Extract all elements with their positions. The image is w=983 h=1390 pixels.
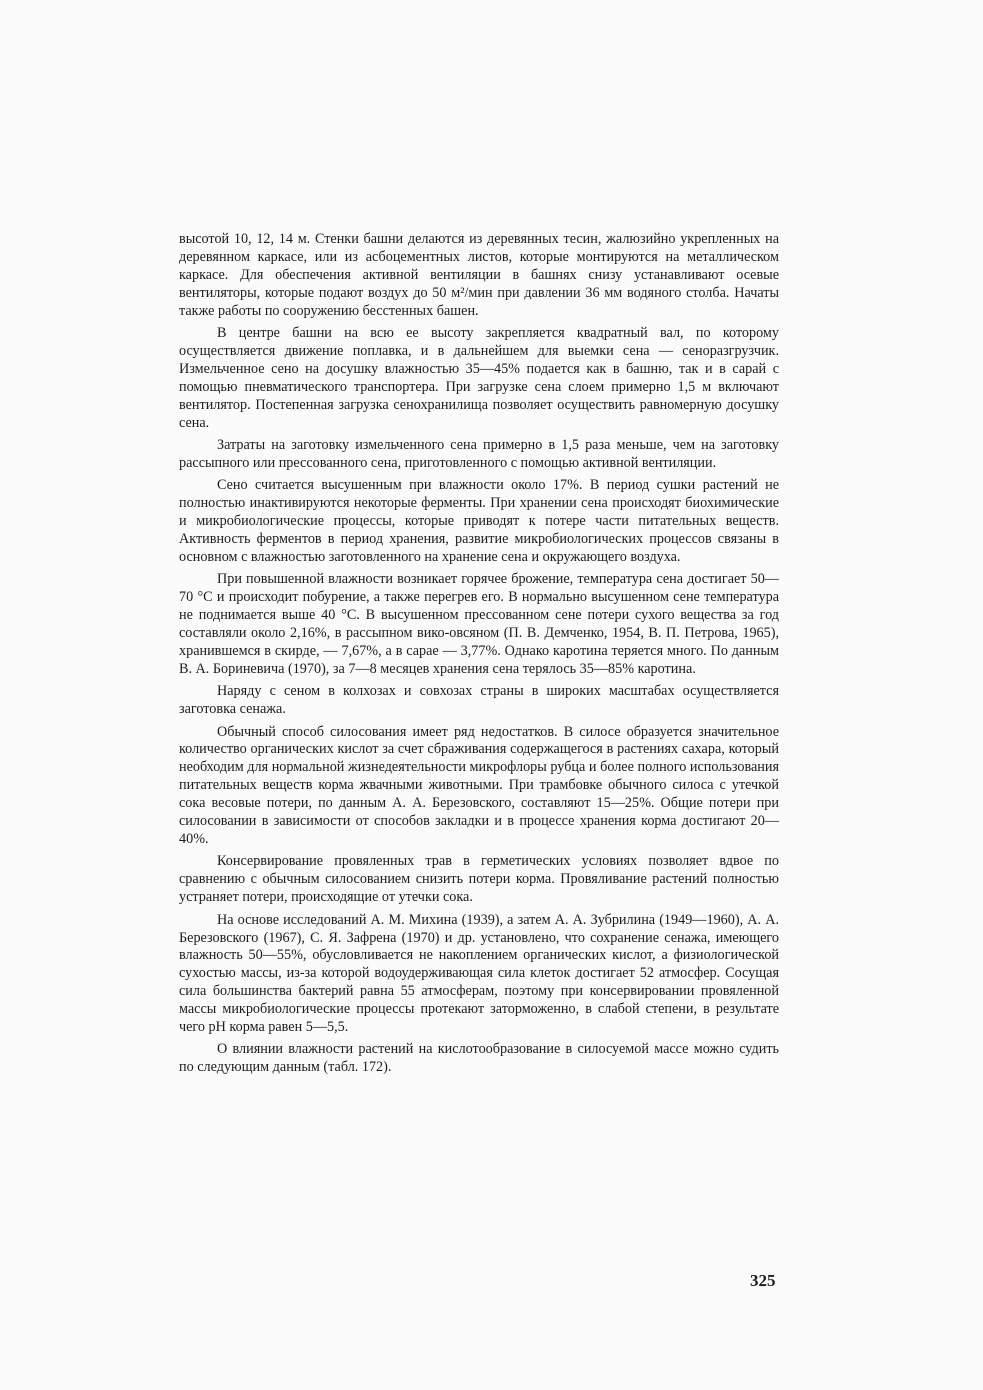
paragraph-8: Консервирование провяленных трав в герметических условиях позволяет вдвое по сравнению с обычным силосованием снизить потери корма. Провяливание растений полностью устраняет потери, происходящие от утечки сока. — [179, 853, 779, 906]
paragraph-7: Обычный способ силосования имеет ряд недостатков. В силосе образуется значительное количество органических кислот за счет сбраживания содержащегося в растениях сахара, который необходим для нормальной жизнедеятельности микрофлоры рубца и более полного использования питательных веществ корма жвачными животными. При трамбовке обычного силоса с утечкой сока весовые потери, по данным А. А. Березовского, составляют 15—25%. Общие потери при силосовании в зависимости от способов закладки и в процессе хранения корма достигают 20—40%. — [179, 723, 779, 847]
page-number: 325 — [750, 1271, 776, 1290]
paragraph-6: Наряду с сеном в колхозах и совхозах страны в широких масштабах осуществляется заготовка сенажа. — [179, 683, 779, 718]
paragraph-4: Сено считается высушенным при влажности около 17%. В период сушки растений не полностью инактивируются некоторые ферменты. При хранении сена происходят биохимические и микробиологические процессы, которые приводят к потере части питательных веществ. Активность ферментов в период хранения, развитие микробиологических процессов связаны в основном с влажностью заготовленного на хранение сена и окружающего воздуха. — [179, 477, 779, 565]
paragraph-5: При повышенной влажности возникает горячее брожение, температура сена достигает 50—70 °С и происходит побурение, а также перегрев его. В нормально высушенном сене температура не поднимается выше 40 °С. В высушенном прессованном сене потери сухого вещества за год составляли около 2,16%, в рассыпном вико-овсяном (П. В. Демченко, 1954, В. П. Петрова, 1965), хранившемся в скирде, — 7,67%, а в сарае — 3,77%. Однако каротина теряется много. По данным В. А. Бориневича (1970), за 7—8 месяцев хранения сена терялось 35—85% каротина. — [179, 571, 779, 677]
paragraph-10: О влиянии влажности растений на кислотообразование в силосуемой массе можно судить по следующим данным (табл. 172). — [179, 1041, 779, 1076]
paragraph-3: Затраты на заготовку измельченного сена примерно в 1,5 раза меньше, чем на заготовку рассыпного или прессованного сена, приготовленного с помощью активной вентиляции. — [179, 436, 779, 471]
paragraph-9: На основе исследований А. М. Михина (1939), а затем А. А. Зубрилина (1949—1960), А. А. Березовского (1967), С. Я. Зафрена (1970) и др. установлено, что сохранение сенажа, имеющего влажность 50—55%, обусловливается не накоплением органических кислот, а физиологической сухостью массы, из-за которой водоудерживающая сила клеток достигает 52 атмосфер. Сосущая сила большинства бактерий равна 55 атмосферам, поэтому при консервировании провяленной массы микробиологические процессы протекают заторможенно, в слабой степени, в результате чего pH корма равен 5—5,5. — [179, 911, 779, 1036]
paragraph-1: высотой 10, 12, 14 м. Стенки башни делаются из деревянных тесин, жалюзийно укрепленных на деревянном каркасе, или из асбоцементных листов, которые монтируются на металлическом каркасе. Для обеспечения активной вентиляции в башнях снизу устанавливают осевые вентиляторы, которые подают воздух до 50 м²/мин при давлении 36 мм водяного столба. Начаты также работы по сооружению бесстенных башен. — [179, 231, 779, 319]
paragraph-2: В центре башни на всю ее высоту закрепляется квадратный вал, по которому осуществляется движение поплавка, и в дальнейшем для выемки сена — сеноразгрузчик. Измельченное сено на досушку влажностью 35—45% подается как в башню, так и в сарай с помощью пневматического транспортера. При загрузке сена слоем примерно 1,5 м включают вентилятор. Постепенная загрузка сенохранилища позволяет осуществить равномерную досушку сена. — [179, 325, 779, 431]
body-text — [179, 231, 779, 1082]
